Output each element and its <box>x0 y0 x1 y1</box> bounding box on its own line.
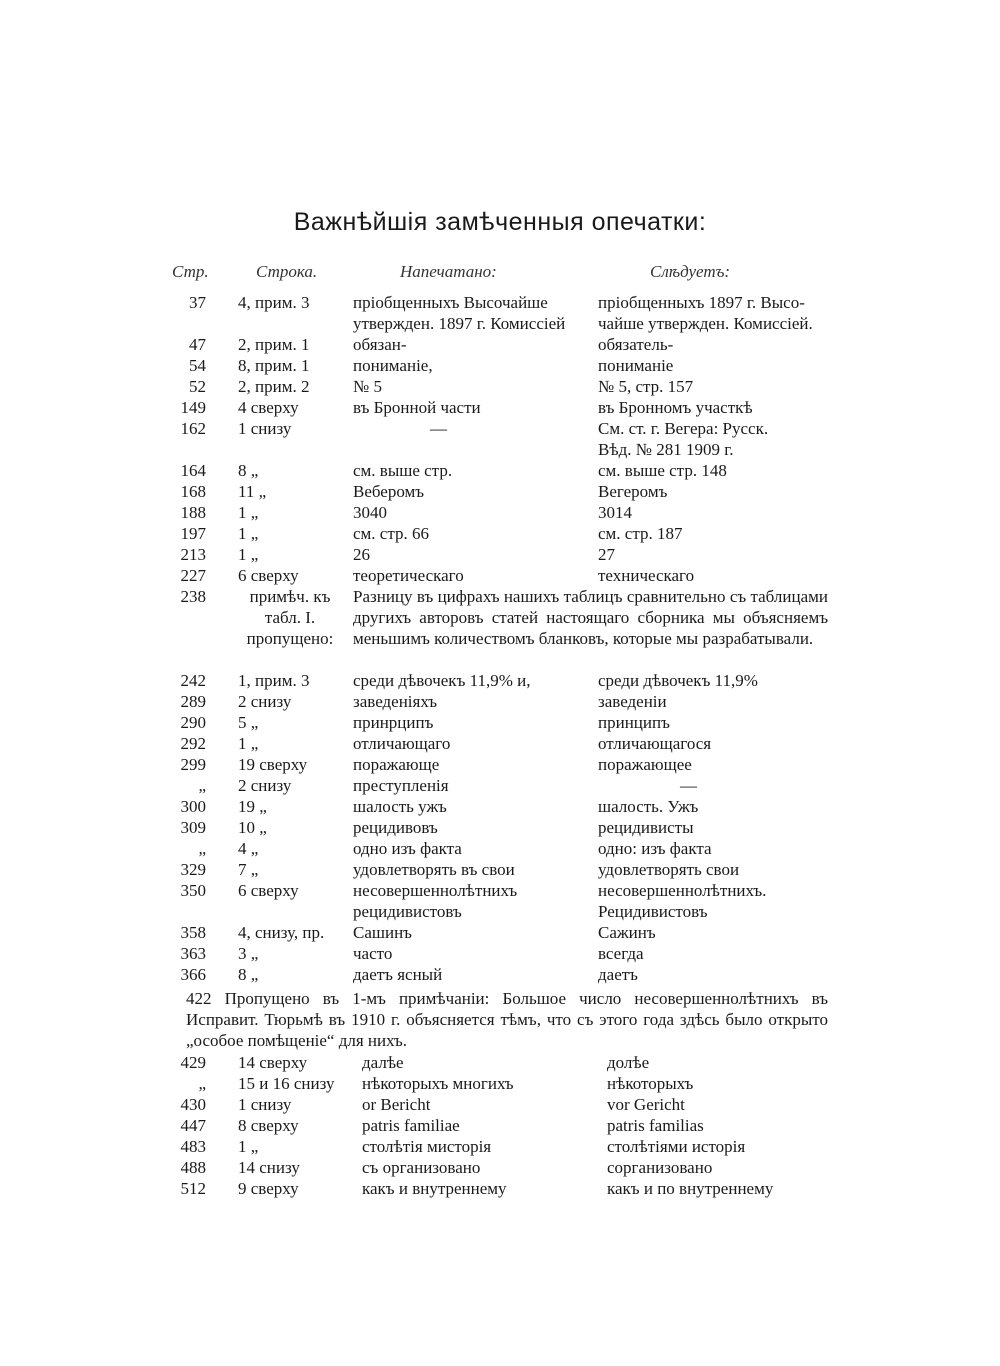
row-printed: нѣкоторыхъ многихъ <box>362 1074 514 1093</box>
row-should: сорганизовано <box>607 1158 713 1177</box>
table-row <box>0 964 1000 985</box>
row-page: 447 <box>180 1116 206 1135</box>
row-page: 289 <box>180 692 206 711</box>
row-page: 238 <box>180 587 206 606</box>
row-line: 1 „ <box>238 734 259 753</box>
row-should: пріобщенныхъ 1897 г. Высо- чайше утвержден. Комиссіей. <box>598 293 813 333</box>
row-line: 1 „ <box>238 524 259 543</box>
row-line: 2 снизу <box>238 776 292 795</box>
row-page: 188 <box>180 503 206 522</box>
row-printed: далѣе <box>362 1053 404 1072</box>
row-line: 8 „ <box>238 461 259 480</box>
row-line: 19 „ <box>238 797 267 816</box>
row-printed: — <box>430 419 447 438</box>
row-line: 10 „ <box>238 818 267 837</box>
row-printed: преступленія <box>353 776 449 795</box>
row-page: 300 <box>180 797 206 816</box>
row-line: 2, прим. 2 <box>238 377 310 396</box>
row-should: поражающее <box>598 755 692 774</box>
table-row <box>0 880 1000 922</box>
row-page: 350 <box>180 881 206 900</box>
row-line: 9 сверху <box>238 1179 299 1198</box>
row-printed: часто <box>353 944 393 963</box>
header-line: Строка. <box>256 262 318 281</box>
table-row <box>0 1115 1000 1136</box>
table-row <box>0 397 1000 418</box>
row-should: 27 <box>598 545 615 564</box>
row-line: 1 „ <box>238 503 259 522</box>
row-should: patris familias <box>607 1116 704 1135</box>
row-should: 3014 <box>598 503 632 522</box>
table-row <box>0 817 1000 838</box>
row-page: 363 <box>180 944 206 963</box>
row-line: 19 сверху <box>238 755 308 774</box>
row-should: несовершеннолѣтнихъ. Рецидивистовъ <box>598 881 767 921</box>
table-row <box>0 1136 1000 1157</box>
row-printed: принрципъ <box>353 713 434 732</box>
table-row <box>0 502 1000 523</box>
row-page: 164 <box>180 461 206 480</box>
row-should: рецидивисты <box>598 818 694 837</box>
row-should: См. ст. г. Вегера: Русск. Вѣд. № 281 1909 г. <box>598 419 769 459</box>
page-title: Важнѣйшія замѣченныя опечатки: <box>293 208 707 236</box>
row-should: vor Gericht <box>607 1095 685 1114</box>
row-line: 8, прим. 1 <box>238 356 310 375</box>
row-line: 1 „ <box>238 1137 259 1156</box>
row-page: 366 <box>180 965 206 984</box>
row-line: 4, снизу, пр. <box>238 923 325 942</box>
row-line: 14 сверху <box>238 1053 308 1072</box>
row-page: 429 <box>180 1053 206 1072</box>
row-printed: удовлетворять въ свои <box>353 860 515 879</box>
row-should: заведеніи <box>598 692 667 711</box>
row-missing-text: Разницу въ цифрахъ нашихъ таблицъ сравнительно съ таблицами другихъ авторовъ статей настоящаго сборника мы объясняемъ меньшимъ количествомъ бланковъ, которые мы разрабатывали. <box>353 587 828 648</box>
row-printed: Веберомъ <box>353 482 425 501</box>
row-should: техническаго <box>598 566 695 585</box>
row-should: обязатель- <box>598 335 674 354</box>
row-printed: среди дѣвочекъ 11,9% и, <box>353 671 531 690</box>
row-page: 358 <box>180 923 206 942</box>
row-printed: одно изъ факта <box>353 839 462 858</box>
row-page: 149 <box>180 398 206 417</box>
row-printed: теоретическаго <box>353 566 464 585</box>
row-should: въ Бронномъ участкѣ <box>598 398 753 417</box>
row-printed: № 5 <box>353 377 382 396</box>
table-row <box>0 1157 1000 1178</box>
row-page: 430 <box>180 1095 206 1114</box>
table-row <box>0 922 1000 943</box>
row-page: 47 <box>189 335 206 354</box>
table-row <box>0 565 1000 586</box>
table-row <box>0 355 1000 376</box>
row-page: 162 <box>180 419 206 438</box>
row-line: 4, прим. 3 <box>238 293 310 312</box>
header-printed: Напечатано: <box>400 262 497 281</box>
table-row <box>0 1073 1000 1094</box>
row-printed: какъ и внутреннему <box>362 1179 507 1198</box>
table-row <box>0 691 1000 712</box>
note-page-422: 422 Пропущено въ 1-мъ примѣчаніи: Большое число несовершеннолѣтнихъ въ Исправит. Тюрьмѣ въ 1910 г. объясняется тѣмъ, что съ этого года здѣсь было открыто „особое помѣщеніе“ для нихъ. <box>186 989 828 1050</box>
row-should: № 5, стр. 157 <box>598 377 694 396</box>
row-page: „ <box>198 839 206 858</box>
row-should: даетъ <box>598 965 638 984</box>
row-should: см. стр. 187 <box>598 524 683 543</box>
row-page: 483 <box>180 1137 206 1156</box>
table-row <box>0 754 1000 775</box>
table-row <box>0 796 1000 817</box>
row-line: примѣч. къ табл. I. пропущено: <box>246 587 334 648</box>
row-page: 227 <box>180 566 206 585</box>
row-line: 2 снизу <box>238 692 292 711</box>
row-line: 11 „ <box>238 482 267 501</box>
row-should: долѣе <box>607 1053 650 1072</box>
row-line: 8 „ <box>238 965 259 984</box>
row-printed: 3040 <box>353 503 387 522</box>
table-row <box>0 670 1000 691</box>
header-page: Стр. <box>172 262 209 281</box>
table-row <box>0 1052 1000 1073</box>
row-should: среди дѣвочекъ 11,9% <box>598 671 758 690</box>
row-should: пониманіе <box>598 356 674 375</box>
row-should: нѣкоторыхъ <box>607 1074 694 1093</box>
row-page: 168 <box>180 482 206 501</box>
row-page: 488 <box>180 1158 206 1177</box>
row-should: принципъ <box>598 713 670 732</box>
row-line: 1 снизу <box>238 1095 292 1114</box>
row-page: 299 <box>180 755 206 774</box>
table-row <box>0 586 1000 670</box>
row-printed: отличающаго <box>353 734 451 753</box>
table-row <box>0 376 1000 397</box>
row-line: 6 сверху <box>238 566 299 585</box>
row-page: 292 <box>180 734 206 753</box>
row-page: „ <box>198 1074 206 1093</box>
row-printed: даетъ ясный <box>353 965 443 984</box>
row-line: 4 „ <box>238 839 259 858</box>
table-row <box>0 838 1000 859</box>
row-should: Сажинъ <box>598 923 656 942</box>
errata-table <box>0 292 1000 985</box>
row-page: 52 <box>189 377 206 396</box>
row-printed: см. выше стр. <box>353 461 453 480</box>
row-printed: рецидивовъ <box>353 818 438 837</box>
row-printed: заведеніяхъ <box>353 692 437 711</box>
table-row <box>0 859 1000 880</box>
row-should: шалость. Ужъ <box>598 797 699 816</box>
row-page: 54 <box>189 356 206 375</box>
table-row <box>0 712 1000 733</box>
table-row <box>0 1178 1000 1199</box>
row-should: какъ и по внутреннему <box>607 1179 774 1198</box>
row-line: 3 „ <box>238 944 259 963</box>
row-page: 329 <box>180 860 206 879</box>
table-row <box>0 544 1000 565</box>
table-row <box>0 334 1000 355</box>
table-row <box>0 523 1000 544</box>
row-page: 242 <box>180 671 206 690</box>
row-should: удовлетворять свои <box>598 860 740 879</box>
row-printed: 26 <box>353 545 370 564</box>
row-page: 512 <box>180 1179 206 1198</box>
row-line: 1, прим. 3 <box>238 671 310 690</box>
row-printed: столѣтія мисторія <box>362 1137 492 1156</box>
row-line: 1 снизу <box>238 419 292 438</box>
row-printed: несовершеннолѣтнихъ рецидивистовъ <box>353 881 518 921</box>
table-row <box>0 775 1000 796</box>
table-row <box>0 292 1000 334</box>
row-line: 7 „ <box>238 860 259 879</box>
table-row <box>0 418 1000 460</box>
row-printed: съ организовано <box>362 1158 481 1177</box>
table-row <box>0 481 1000 502</box>
row-printed: въ Бронной части <box>353 398 481 417</box>
row-should: одно: изъ факта <box>598 839 712 858</box>
row-line: 1 „ <box>238 545 259 564</box>
row-printed: Сашинъ <box>353 923 412 942</box>
row-line: 8 сверху <box>238 1116 299 1135</box>
row-printed: обязан- <box>353 335 407 354</box>
table-row <box>0 943 1000 964</box>
row-printed: пріобщенныхъ Высочайше утвержден. 1897 г. Комиссіей <box>353 293 566 333</box>
row-line: 14 снизу <box>238 1158 300 1177</box>
row-printed: шалость ужъ <box>353 797 447 816</box>
row-page: „ <box>198 776 206 795</box>
row-should: Вегеромъ <box>598 482 668 501</box>
table-row <box>0 1094 1000 1115</box>
row-should: — <box>680 776 697 795</box>
table-row <box>0 460 1000 481</box>
row-printed: поражающе <box>353 755 440 774</box>
row-line: 15 и 16 снизу <box>238 1074 335 1093</box>
row-should: отличающагося <box>598 734 712 753</box>
row-page: 213 <box>180 545 206 564</box>
row-should: столѣтіями исторія <box>607 1137 746 1156</box>
row-line: 4 сверху <box>238 398 299 417</box>
errata-table-continued <box>0 1052 1000 1199</box>
table-row <box>0 733 1000 754</box>
row-printed: пониманіе, <box>353 356 433 375</box>
row-printed: patris familiae <box>362 1116 460 1135</box>
row-should: см. выше стр. 148 <box>598 461 727 480</box>
row-printed: or Bericht <box>362 1095 431 1114</box>
row-printed: см. стр. 66 <box>353 524 429 543</box>
row-page: 37 <box>189 293 206 312</box>
row-page: 290 <box>180 713 206 732</box>
header-should: Слѣдуетъ: <box>650 262 731 281</box>
row-line: 6 сверху <box>238 881 299 900</box>
row-page: 197 <box>180 524 206 543</box>
row-should: всегда <box>598 944 644 963</box>
row-page: 309 <box>180 818 206 837</box>
row-line: 5 „ <box>238 713 259 732</box>
row-line: 2, прим. 1 <box>238 335 310 354</box>
